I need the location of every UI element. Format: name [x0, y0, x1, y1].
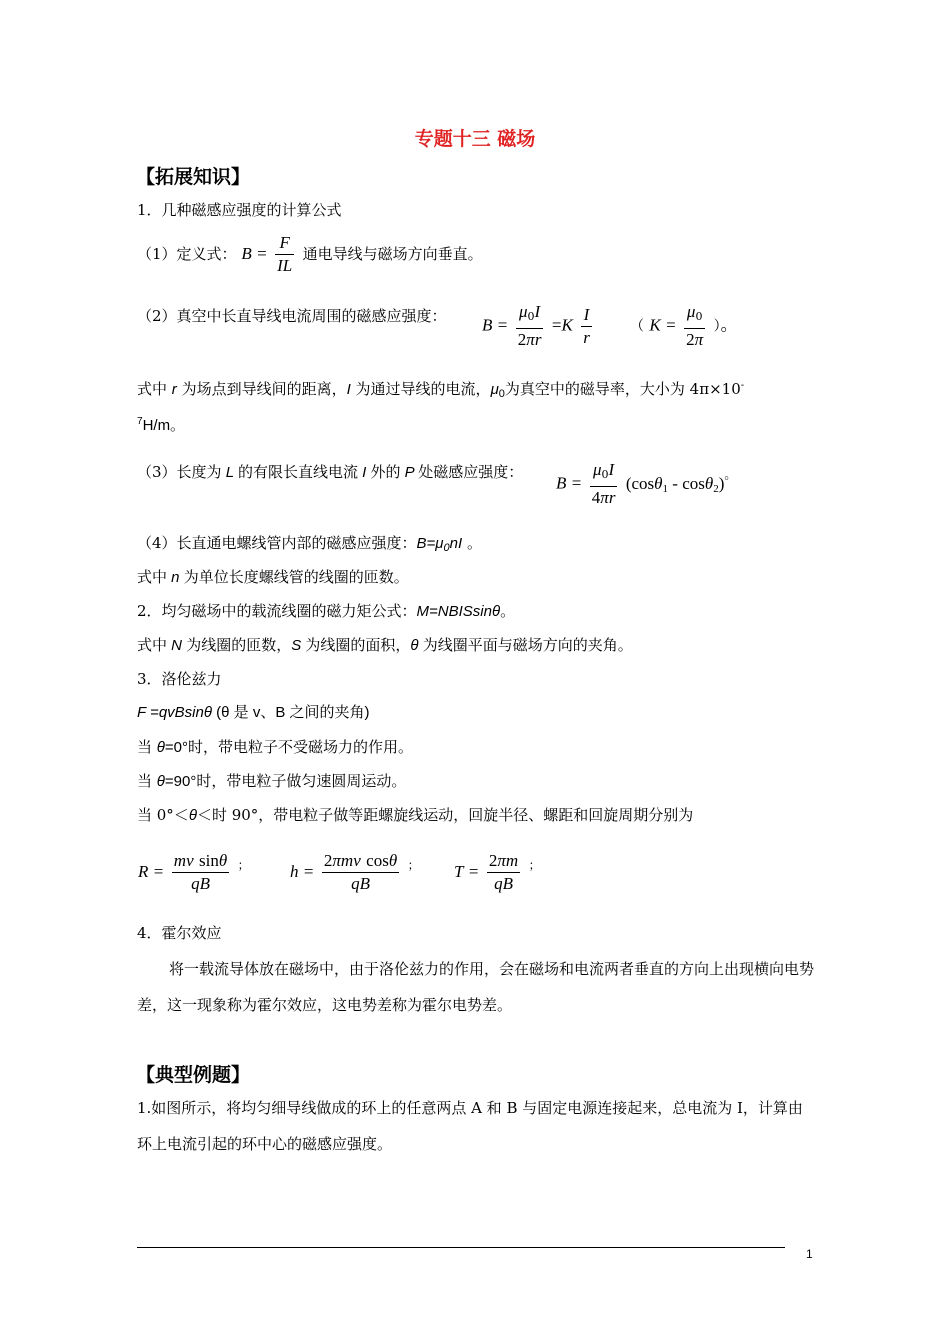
item-4-heading: 4．霍尔效应 — [137, 924, 222, 942]
formula-pitch: h = $\frac{\text{2πmv cosθ}}{qB}$ ； — [290, 851, 420, 893]
footer-divider — [137, 1247, 785, 1248]
case-theta-mid: 当 0°＜θ＜时 90°，带电粒子做等距螺旋线运动，回旋半径、螺距和回旋周期分别为 — [137, 806, 694, 824]
formula-4-explanation: 式中 n 为单位长度螺线管的线圈的匝数。 — [137, 568, 409, 586]
example-1-text: 1.如图所示，将均匀细导线做成的环上的任意两点 A 和 B 与固定电源连接起来，总电流为 I，计算由环上电流引起的环中心的磁感应强度。 — [137, 1099, 803, 1153]
formula-2-label: （2）真空中长直导线电流周围的磁感应强度： — [137, 307, 447, 325]
formula-1-row — [137, 232, 483, 277]
formula-1: B = $\frac{F}{IL}$ — [241, 233, 293, 275]
formula-3: B = $\frac{\mu_0I}{4\pi r}$ (cosθ$_1$ - cosθ$_2$)。 — [556, 460, 737, 507]
formula-3-label: （3）长度为 L 的有限长直线电流 I 外的 P 处磁感应强度： — [137, 463, 524, 481]
hall-effect-paragraph: 将一载流导体放在磁场中，由于洛伦兹力的作用，会在磁场和电流两者垂直的方向上出现横向电势差，这一现象称为霍尔效应，这电势差称为霍尔电势差。 — [137, 960, 815, 1014]
formula-period: T = $\frac{2\pi m}{qB}$ ； — [454, 851, 541, 893]
item-2-explanation: 式中 N 为线圈的匝数，S 为线圈的面积，θ 为线圈平面与磁场方向的夹角。 — [137, 636, 633, 654]
formula-1-label: （1）定义式： — [137, 245, 237, 263]
section-heading-extended-knowledge: 【拓展知识】 — [136, 166, 251, 188]
item-1-heading: 1．几种磁感应强度的计算公式 — [137, 201, 342, 219]
formula-4-row: （4）长直通电螺线管内部的磁感应强度：$B=\mu_0nI$ 。 — [137, 534, 482, 554]
formula-1-note: 通电导线与磁场方向垂直。 — [302, 245, 483, 263]
formula-2-units: $^7$H/m。 — [137, 416, 186, 434]
formula-2-explanation: 式中 r 为场点到导线间的距离，I 为通过导线的电流，$\mu_0$为真空中的磁导率，大小为 4π×10- — [137, 380, 745, 400]
case-theta-90: 当 θ=90°时，带电粒子做匀速圆周运动。 — [137, 772, 407, 790]
page-title: 专题十三 磁场 — [414, 128, 536, 150]
lorentz-formula: F =qvBsinθ (θ 是 v、B 之间的夹角) — [137, 704, 370, 721]
formula-2-constant: （ K = $\frac{\mu_0}{2\pi}$ ）。 — [630, 302, 738, 349]
page-number: 1 — [806, 1247, 813, 1261]
formula-radius: R = $\frac{\text{mv sinθ}}{qB}$ ； — [138, 851, 250, 893]
item-2-heading: 2．均匀磁场中的载流线圈的磁力矩公式：M=NBISsinθ。 — [137, 602, 516, 620]
formula-2-tail: 。 — [720, 315, 738, 336]
section-heading-typical-examples: 【典型例题】 — [136, 1064, 251, 1086]
case-theta-0: 当 θ=0°时，带电粒子不受磁场力的作用。 — [137, 738, 414, 756]
formula-2: B = $\frac{\mu_0I}{2\pi r}$ =K $\frac{I}{r}$ — [482, 302, 590, 349]
item-3-heading: 3．洛伦兹力 — [137, 670, 222, 688]
